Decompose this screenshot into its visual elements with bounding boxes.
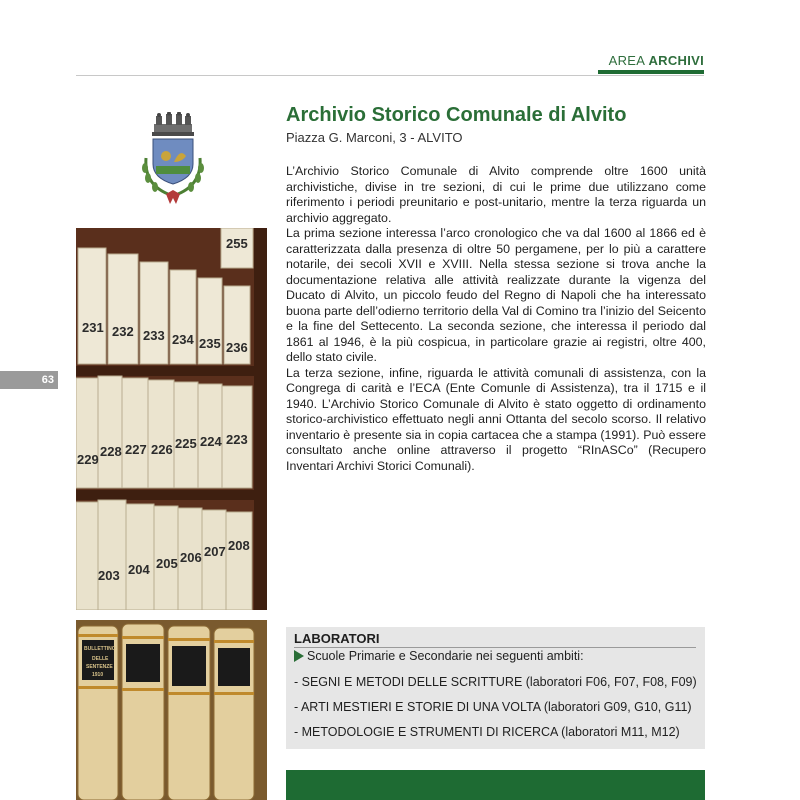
box-label: 233 bbox=[143, 328, 165, 343]
page-title: Archivio Storico Comunale di Alvito bbox=[286, 104, 627, 126]
bound-volumes-photo bbox=[76, 620, 267, 800]
box-label: 255 bbox=[226, 236, 248, 251]
box-label: 235 bbox=[199, 336, 221, 351]
laboratori-divider bbox=[294, 647, 696, 648]
area-accent-bar bbox=[598, 70, 704, 74]
laboratori-intro bbox=[294, 649, 584, 663]
box-label: 229 bbox=[77, 452, 99, 467]
box-label: 232 bbox=[112, 324, 134, 339]
page-number bbox=[0, 371, 58, 389]
triangle-bullet-icon bbox=[294, 650, 304, 662]
body-text bbox=[286, 164, 706, 474]
box-label: 234 bbox=[172, 332, 194, 347]
box-label: 224 bbox=[200, 434, 222, 449]
laboratori-item: - METODOLOGIE E STRUMENTI DI RICERCA (laboratori M11, M12) bbox=[294, 725, 680, 739]
box-label: 204 bbox=[128, 562, 150, 577]
box-label: 231 bbox=[82, 320, 104, 335]
coat-of-arms-icon bbox=[138, 112, 208, 208]
area-label-light: AREA bbox=[608, 53, 649, 68]
paragraph: La terza sezione, infine, riguarda le attività comunali di assistenza, con la Congrega di carità e l’ECA (Ente Comunle di Assistenza), tra il 1715 e il 1940. L’Archivio Storico Comunale di Alvito è stato oggetto di ordinamento storico-archivistico effettuato negli anni Ottanta del secolo scorso. Il relativo inventario è presente sia in copia cartacea che a stampa (1991). Può essere consultato anche online attraverso il progetto “RInASCo” (Recupero Inventari Archivi Storici Comunali). bbox=[286, 365, 706, 473]
page-number-text: 63 bbox=[41, 374, 54, 386]
address: Piazza G. Marconi, 3 - ALVITO bbox=[286, 130, 463, 145]
box-label: 206 bbox=[180, 550, 202, 565]
laboratori-title: LABORATORI bbox=[294, 631, 380, 646]
paragraph: La prima sezione interessa l’arco cronologico che va dal 1600 al 1866 ed è caratterizzata dalla presenza di oltre 50 pergamene, per lo più a carattere notarile, dei secoli XVII e XVIII. Nella stessa sezione si trova anche la documentazione relativa alle attività realizzate durante la vigenza del Ducato di Alvito, un piccolo feudo del Regno di Napoli che ha interessato buona parte dell’odierno territorio della Val di Comino tra l’inizio del Seicento e la fine del Settecento. La seconda sezione, che interessa il periodo dal 1861 al 1946, è la più cospicua, in particolare grazie ai registri, oltre 400, dello stato civile. bbox=[286, 226, 706, 364]
volume-label: SENTENZE bbox=[86, 664, 113, 670]
box-label: 226 bbox=[151, 442, 173, 457]
box-label: 236 bbox=[226, 340, 248, 355]
laboratori-item: - ARTI MESTIERI E STORIE DI UNA VOLTA (laboratori G09, G10, G11) bbox=[294, 700, 692, 714]
box-label: 203 bbox=[98, 568, 120, 583]
box-label: 208 bbox=[228, 538, 250, 553]
archive-shelves-photo bbox=[76, 228, 267, 610]
laboratori-intro-text: Scuole Primarie e Secondarie nei seguenti ambiti: bbox=[307, 649, 584, 663]
area-label bbox=[609, 53, 704, 68]
volume-label: DELLE bbox=[92, 656, 109, 662]
box-label: 207 bbox=[204, 544, 226, 559]
paragraph: L’Archivio Storico Comunale di Alvito comprende oltre 1600 unità archivistiche, divise in tre sezioni, di cui le prime due utilizzano come riferimento i periodi preunitario e post-unitario, mentre la terza riguarda un archivio aggregato. bbox=[286, 164, 706, 225]
header-divider bbox=[76, 75, 704, 76]
volume-label: 1910 bbox=[92, 672, 104, 678]
box-label: 205 bbox=[156, 556, 178, 571]
box-label: 227 bbox=[125, 442, 147, 457]
footer-green-bar bbox=[286, 770, 705, 800]
laboratori-item: - SEGNI E METODI DELLE SCRITTURE (laboratori F06, F07, F08, F09) bbox=[294, 675, 697, 689]
volume-label: BULLETTINO bbox=[84, 646, 116, 652]
laboratori-box bbox=[286, 627, 705, 749]
area-label-bold: ARCHIVI bbox=[648, 53, 704, 68]
box-label: 228 bbox=[100, 444, 122, 459]
box-label: 223 bbox=[226, 432, 248, 447]
box-label: 225 bbox=[175, 436, 197, 451]
